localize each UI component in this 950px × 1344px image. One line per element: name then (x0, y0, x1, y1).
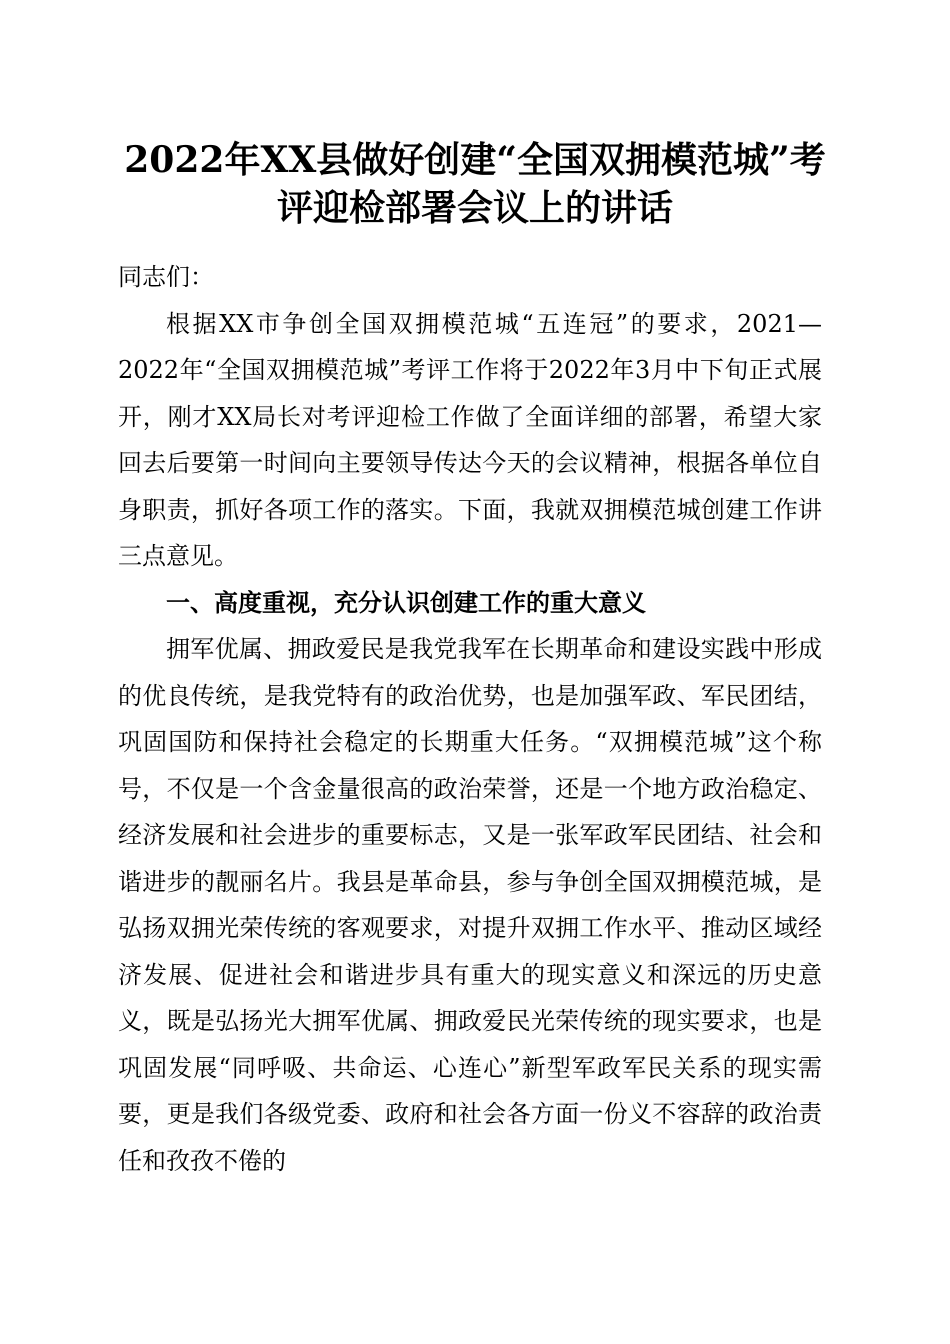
paragraph-intro: 根据XX市争创全国双拥模范城“五连冠”的要求，2021—2022年“全国双拥模范城”考评工作将于2022年3月中下旬正式展开，刚才XX局长对考评迎检工作做了全面详细的部署，希望大家回去后要第一时间向主要领导传达今天的会议精神，根据各单位自身职责，抓好各项工作的落实。下面，我就双拥模范城创建工作讲三点意见。 (118, 309, 822, 570)
title-line-2: 评迎检部署会议上的讲话 (276, 187, 673, 229)
document-title (100, 136, 850, 232)
title-line-1: 2022年XX县做好创建“全国双拥模范城”考 (124, 139, 826, 181)
paragraph-section-1: 拥军优属、拥政爱民是我党我军在长期革命和建设实践中形成的优良传统，是我党特有的政治优势，也是加强军政、军民团结，巩固国防和保持社会稳定的长期重大任务。“双拥模范城”这个称号，不仅是一个含金量很高的政治荣誉，还是一个地方政治稳定、经济发展和社会进步的重要标志，又是一张军政军民团结、社会和谐进步的靓丽名片。我县是革命县，参与争创全国双拥模范城，是弘扬双拥光荣传统的客观要求，对提升双拥工作水平、推动区域经济发展、促进社会和谐进步具有重大的现实意义和深远的历史意义，既是弘扬光大拥军优属、拥政爱民光荣传统的现实要求，也是巩固发展“同呼吸、共命运、心连心”新型军政军民关系的现实需要，更是我们各级党委、政府和社会各方面一份义不容辞的政治责任和孜孜不倦的 (118, 635, 822, 1175)
section-heading-1: 一、高度重视，充分认识创建工作的重大意义 (166, 588, 646, 617)
salutation: 同志们： (118, 263, 214, 291)
document-body (118, 254, 822, 1184)
